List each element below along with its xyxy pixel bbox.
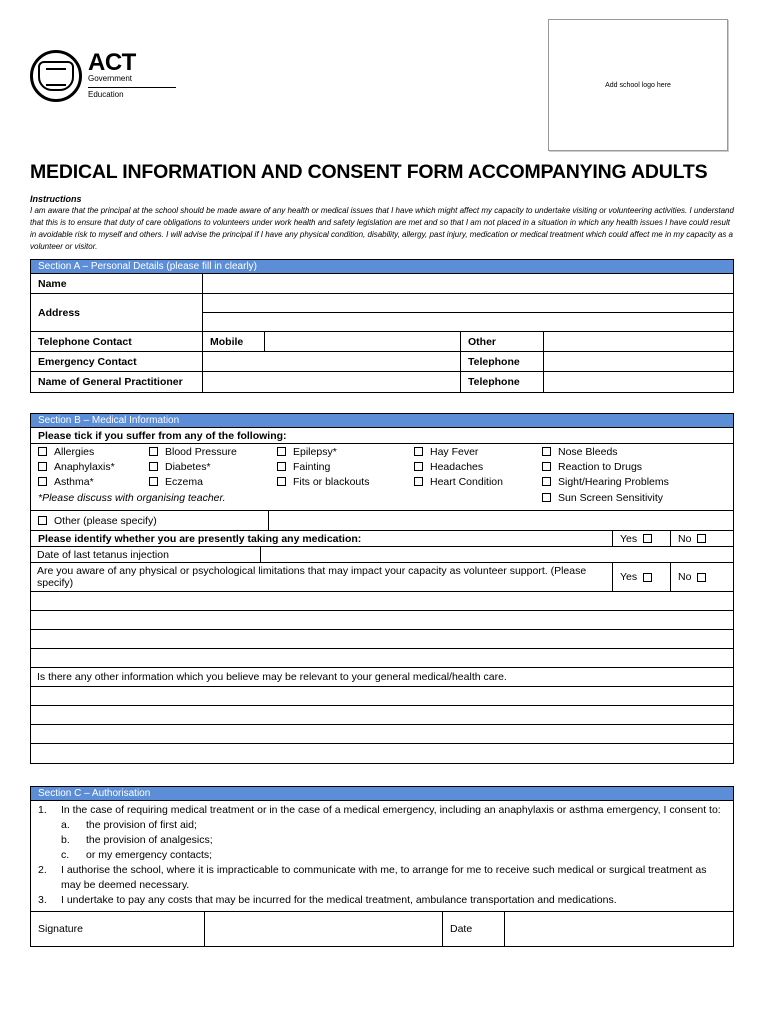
checkbox-fainting[interactable]: Fainting	[277, 461, 330, 473]
checkbox-allergies[interactable]: Allergies	[38, 446, 94, 458]
date-label: Date	[443, 912, 505, 946]
checkbox-reaction-drugs[interactable]: Reaction to Drugs	[542, 461, 642, 473]
emergency-contact-field[interactable]	[203, 352, 461, 371]
other-info-answer-line-3[interactable]	[31, 725, 733, 744]
checkbox-icon	[277, 462, 286, 471]
medication-yes[interactable]: Yes	[613, 531, 671, 546]
sub-b-letter: b.	[61, 834, 70, 846]
checkbox-blood-pressure[interactable]: Blood Pressure	[149, 446, 237, 458]
checkbox-sun-screen[interactable]: Sun Screen Sensitivity	[542, 492, 663, 504]
limitations-no[interactable]: No	[671, 563, 733, 591]
other-info-question: Is there any other information which you believe may be relevant to your general medical/health care.	[31, 668, 733, 687]
sub-c-letter: c.	[61, 849, 70, 861]
item2-number: 2.	[38, 864, 47, 876]
other-specify-field[interactable]	[269, 511, 733, 530]
authorisation-item-2: I authorise the school, where it is impracticable to communicate with me, to arrange for me to receive such medical or surgical treatment as may be deemed necessary.	[61, 864, 707, 891]
other-info-answer-line-4[interactable]	[31, 744, 733, 763]
checkbox-nose-bleeds[interactable]: Nose Bleeds	[542, 446, 618, 458]
checkbox-asthma[interactable]: Asthma*	[38, 476, 94, 488]
checkbox-icon	[38, 516, 47, 525]
limitations-answer-line-4[interactable]	[31, 649, 733, 668]
authorisation-item-3: I undertake to pay any costs that may be incurred for the medical treatment, ambulance transportation and medications.	[61, 894, 617, 906]
limitations-answer-line-1[interactable]	[31, 592, 733, 611]
checkbox-icon	[414, 447, 423, 456]
tetanus-field[interactable]	[261, 547, 733, 562]
act-education-logo	[30, 50, 176, 102]
checkbox-icon	[277, 447, 286, 456]
mobile-label: Mobile	[203, 332, 265, 351]
brand-government: Government	[88, 74, 133, 83]
checkbox-other-specify[interactable]: Other (please specify)	[31, 511, 269, 530]
authorisation-sub-c: or my emergency contacts;	[86, 849, 213, 861]
other-info-answer-line-2[interactable]	[31, 706, 733, 725]
checkbox-heart-condition[interactable]: Heart Condition	[414, 476, 503, 488]
item1-number: 1.	[38, 804, 47, 816]
checkbox-icon	[697, 573, 706, 582]
instructions-heading: Instructions	[30, 194, 82, 204]
tetanus-label: Date of last tetanus injection	[31, 547, 261, 562]
checkbox-icon	[414, 462, 423, 471]
section-a-personal-details	[30, 259, 734, 393]
checkbox-hay-fever[interactable]: Hay Fever	[414, 446, 478, 458]
section-c-authorisation	[30, 786, 734, 947]
checkbox-icon	[38, 462, 47, 471]
checkbox-epilepsy[interactable]: Epilepsy*	[277, 446, 337, 458]
address-field-line-1[interactable]	[203, 294, 733, 313]
authorisation-item-1: In the case of requiring medical treatment or in the case of a medical emergency, including an anaphylaxis or asthma emergency, I consent to:	[61, 804, 721, 816]
section-a-heading: Section A – Personal Details (please fill in clearly)	[31, 260, 733, 274]
limitations-yes[interactable]: Yes	[613, 563, 671, 591]
section-c-heading: Section C – Authorisation	[31, 787, 733, 801]
emergency-contact-label: Emergency Contact	[31, 352, 203, 371]
checkbox-icon	[643, 573, 652, 582]
checkbox-icon	[643, 534, 652, 543]
telephone-contact-label: Telephone Contact	[31, 332, 203, 351]
item3-number: 3.	[38, 894, 47, 906]
checkbox-icon	[149, 477, 158, 486]
limitations-answer-line-2[interactable]	[31, 611, 733, 630]
other-phone-field[interactable]	[544, 332, 733, 351]
school-logo-placeholder-text: Add school logo here	[605, 81, 671, 89]
instructions	[30, 193, 738, 253]
page-title: MEDICAL INFORMATION AND CONSENT FORM ACCOMPANYING ADULTS	[30, 161, 708, 183]
authorisation-list	[31, 801, 733, 912]
name-label: Name	[31, 274, 203, 293]
date-field[interactable]	[505, 912, 733, 946]
checkbox-icon	[38, 477, 47, 486]
signature-field[interactable]	[205, 912, 443, 946]
address-label: Address	[31, 294, 203, 331]
checkbox-icon	[542, 447, 551, 456]
brand-act: ACT	[88, 49, 136, 76]
checkbox-icon	[149, 447, 158, 456]
section-b-medical-information	[30, 413, 734, 764]
checkbox-icon	[542, 493, 551, 502]
other-phone-label: Other	[461, 332, 544, 351]
checkbox-icon	[149, 462, 158, 471]
other-info-answer-line-1[interactable]	[31, 687, 733, 706]
signature-label: Signature	[31, 912, 205, 946]
section-b-heading: Section B – Medical Information	[31, 414, 733, 428]
instructions-text: I am aware that the principal at the school should be made aware of any health or medical issues that I have which might affect my capacity to undertake visiting or volunteering activities. I understand that this is to ensure that duty of care obligations to volunteers under work health and safety legislation are met and so that I am not placed in a situation in which any health issues I have could result in avoidable risk to myself and others. I will advise the principal if I have any physical condition, disability, allergy, past injury, medication or medical treatment which could affect me in my capacity as a volunteer or visitor.	[30, 206, 734, 251]
gp-field[interactable]	[203, 372, 461, 392]
emergency-telephone-field[interactable]	[544, 352, 733, 371]
gp-label: Name of General Practitioner	[31, 372, 203, 392]
gp-telephone-label: Telephone	[461, 372, 544, 392]
authorisation-sub-b: the provision of analgesics;	[86, 834, 213, 846]
checkbox-sight-hearing[interactable]: Sight/Hearing Problems	[542, 476, 669, 488]
checkbox-headaches[interactable]: Headaches	[414, 461, 483, 473]
checkbox-icon	[277, 477, 286, 486]
checkbox-anaphylaxis[interactable]: Anaphylaxis*	[38, 461, 115, 473]
address-field-line-2[interactable]	[203, 313, 733, 331]
checkbox-fits-blackouts[interactable]: Fits or blackouts	[277, 476, 369, 488]
tick-prompt: Please tick if you suffer from any of the following:	[31, 428, 733, 444]
sub-a-letter: a.	[61, 819, 70, 831]
limitations-question: Are you aware of any physical or psychological limitations that may impact your capacity as volunteer support. (Please specify)	[31, 563, 613, 591]
emergency-telephone-label: Telephone	[461, 352, 544, 371]
checkbox-icon	[542, 477, 551, 486]
limitations-answer-line-3[interactable]	[31, 630, 733, 649]
medication-no[interactable]: No	[671, 531, 733, 546]
name-field[interactable]	[203, 274, 733, 293]
mobile-field[interactable]	[265, 332, 461, 351]
discuss-note: *Please discuss with organising teacher.	[38, 492, 226, 504]
checkbox-icon	[414, 477, 423, 486]
checkbox-icon	[542, 462, 551, 471]
conditions-checklist	[31, 444, 733, 510]
act-crest-icon	[30, 50, 82, 102]
medication-question: Please identify whether you are presently taking any medication:	[31, 531, 613, 546]
brand-education: Education	[88, 87, 176, 100]
checkbox-icon	[38, 447, 47, 456]
checkbox-diabetes[interactable]: Diabetes*	[149, 461, 211, 473]
checkbox-eczema[interactable]: Eczema	[149, 476, 203, 488]
school-logo-placeholder	[548, 19, 728, 151]
authorisation-sub-a: the provision of first aid;	[86, 819, 197, 831]
checkbox-icon	[697, 534, 706, 543]
gp-telephone-field[interactable]	[544, 372, 733, 392]
